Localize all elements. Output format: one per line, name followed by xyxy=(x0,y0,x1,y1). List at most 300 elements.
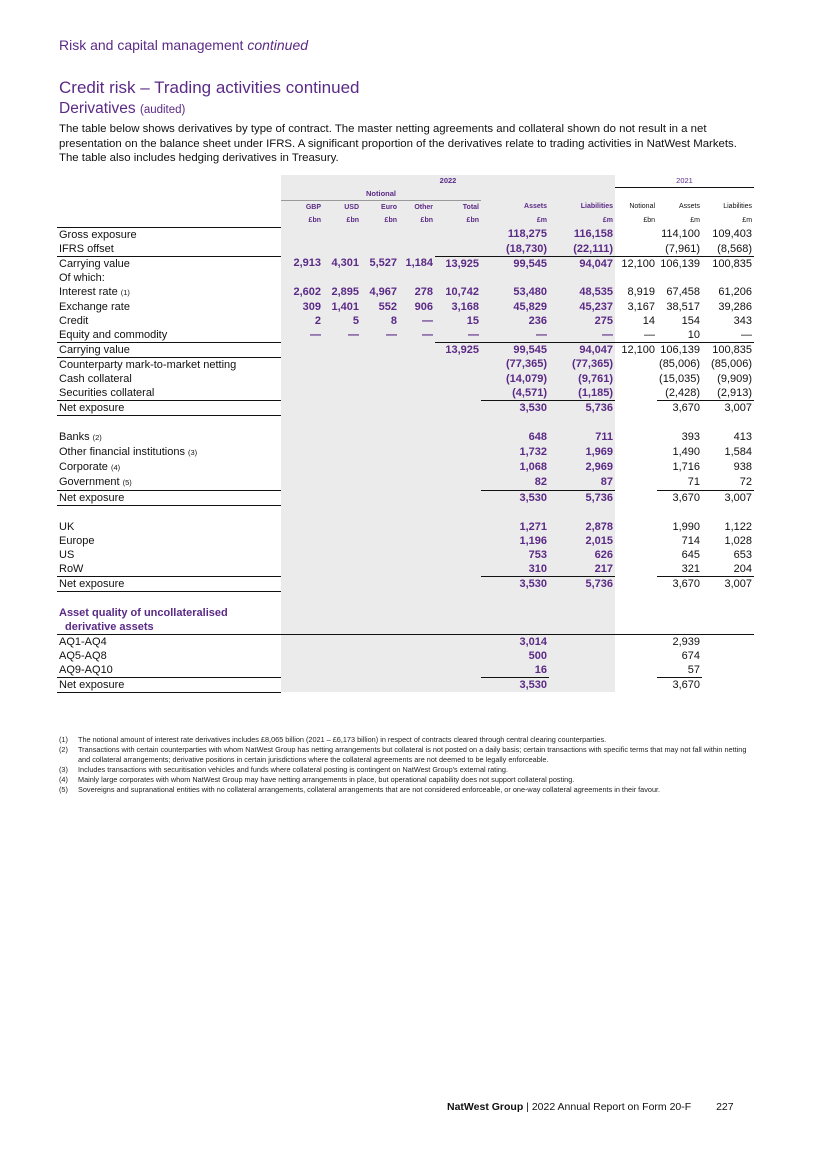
table-cell xyxy=(399,475,435,491)
subheading-text: Derivatives xyxy=(59,100,136,117)
row-label xyxy=(57,328,281,343)
table-cell xyxy=(435,372,481,386)
row-label-text: UK xyxy=(59,520,75,533)
footnote-number: (5) xyxy=(59,785,68,794)
footnote-text: Includes transactions with securitisation vehicles and funds where collateral posting is contingent on NatWest Group's external rating. xyxy=(78,765,508,774)
spacer-cell xyxy=(435,663,481,678)
table-cell xyxy=(399,445,435,460)
spacer-cell xyxy=(281,663,323,678)
aq-heading-line2 xyxy=(57,620,281,635)
table-cell xyxy=(323,576,361,591)
table-cell: 39,286 xyxy=(718,300,753,313)
table-cell: 906 xyxy=(399,300,435,314)
spacer-cell xyxy=(281,591,323,606)
table-cell: 3,670 xyxy=(672,401,701,414)
spacer-cell xyxy=(702,663,754,678)
table-cell xyxy=(399,357,435,372)
table-cell xyxy=(323,520,361,534)
footnote-text: Sovereigns and supranational entities with no collateral arrangements, collateral arrangements that are not considered enforceable, or one-way collateral agreements in their favour. xyxy=(78,785,661,794)
spacer-cell xyxy=(549,620,615,635)
table-cell: (1,185) xyxy=(549,386,615,401)
intro-paragraph: The table below shows derivatives by type of contract. The master netting agreements and collateral shown do not result in a net presentation on the balance sheet under IFRS. A significant proportion of the derivatives relate to trading activities in NatWest Markets. The table also includes hedging derivatives in Treasury. xyxy=(59,123,737,165)
table-cell: 343 xyxy=(733,314,753,327)
footnote-marker: (3) xyxy=(188,447,198,457)
footnote xyxy=(59,745,759,765)
table-cell xyxy=(361,562,399,577)
row-label xyxy=(57,460,281,475)
row-label-text: Carrying value xyxy=(59,343,130,356)
aq-heading-text: derivative assets xyxy=(65,620,154,633)
unit-header: £m xyxy=(690,216,701,224)
year-2022-header: 2022 xyxy=(281,175,615,188)
table-cell: 5,527 xyxy=(361,256,399,271)
table-cell xyxy=(323,430,361,445)
table-cell xyxy=(281,400,323,415)
table-cell: 45,237 xyxy=(549,300,615,314)
table-cell: 674 xyxy=(681,649,701,662)
section-title xyxy=(59,37,308,53)
column-header: Total xyxy=(435,200,481,214)
row-label-text: Credit xyxy=(59,314,89,327)
table-cell: 3,530 xyxy=(481,677,549,692)
table-cell: 12,100 xyxy=(621,343,656,356)
table-row xyxy=(57,460,754,475)
footnote xyxy=(59,785,759,795)
table-cell: (15,035) xyxy=(659,372,701,385)
table-cell: 3,670 xyxy=(672,577,701,590)
row-label-text: RoW xyxy=(59,562,84,575)
table-row xyxy=(57,188,754,201)
table-cell: 2,913 xyxy=(281,256,323,271)
table-cell: (85,006) xyxy=(659,358,701,371)
spacer-cell xyxy=(481,591,549,606)
table-cell: 711 xyxy=(549,430,615,445)
table-cell: 12,100 xyxy=(621,257,656,270)
spacer-cell xyxy=(399,663,435,678)
footnote-number: (2) xyxy=(59,745,68,754)
table-cell xyxy=(615,357,657,372)
table-row xyxy=(57,576,754,591)
row-label-text: Net exposure xyxy=(59,491,125,504)
table-cell xyxy=(281,430,323,445)
table-row xyxy=(57,200,754,214)
row-label-text: Of which: xyxy=(59,271,105,284)
row-label-text: Government xyxy=(59,475,120,488)
table-cell: 109,403 xyxy=(712,228,753,241)
spacer-cell xyxy=(435,591,481,606)
table-cell: 204 xyxy=(702,562,754,577)
row-label-text: IFRS offset xyxy=(59,242,114,255)
table-cell xyxy=(399,520,435,534)
spacer-cell xyxy=(435,505,481,520)
table-cell: (85,006) xyxy=(711,358,753,371)
table-cell xyxy=(399,227,435,242)
header-blank xyxy=(481,188,615,201)
spacer-cell xyxy=(361,649,399,663)
table-cell xyxy=(323,271,361,285)
table-cell xyxy=(361,475,399,491)
table-cell: 648 xyxy=(481,430,549,445)
table-cell xyxy=(361,342,399,357)
spacer-cell xyxy=(615,415,657,430)
table-cell: (2,913) xyxy=(702,386,754,401)
row-label-text: US xyxy=(59,548,75,561)
table-row xyxy=(57,400,754,415)
table-cell: 4,967 xyxy=(361,285,399,300)
table-cell xyxy=(657,271,702,285)
spacer-cell xyxy=(702,591,754,606)
table-cell: 72 xyxy=(702,475,754,491)
spacer-cell xyxy=(481,620,549,635)
table-cell xyxy=(399,548,435,562)
unit-header: £bn xyxy=(361,214,399,228)
table-cell: — xyxy=(549,328,615,343)
column-header: Assets xyxy=(679,203,701,211)
spacer-cell xyxy=(702,505,754,520)
table-row xyxy=(57,256,754,271)
footnote-number: (4) xyxy=(59,775,68,784)
table-cell: 106,139 xyxy=(660,257,701,270)
table-cell: (8,568) xyxy=(702,242,754,257)
spacer-cell xyxy=(615,634,657,649)
table-cell xyxy=(281,357,323,372)
table-cell: 3,007 xyxy=(724,577,753,590)
table-cell xyxy=(323,562,361,577)
table-cell: 938 xyxy=(733,461,753,473)
footnote xyxy=(59,775,759,785)
spacer-cell xyxy=(657,620,702,635)
table-row xyxy=(57,314,754,328)
table-cell xyxy=(323,548,361,562)
row-label-text: Europe xyxy=(59,534,95,547)
spacer-cell xyxy=(657,606,702,620)
table-cell: 67,458 xyxy=(666,286,701,298)
table-cell xyxy=(281,386,323,401)
table-cell xyxy=(435,534,481,548)
table-cell xyxy=(702,271,754,285)
table-cell: 1,969 xyxy=(549,445,615,460)
table-cell xyxy=(281,342,323,357)
table-cell xyxy=(399,490,435,505)
table-cell xyxy=(281,520,323,534)
spacer-cell xyxy=(399,649,435,663)
unit-header: £bn xyxy=(643,216,656,224)
aq-heading-line1: Asset quality of uncollateralised xyxy=(59,606,228,619)
table-cell: 1,490 xyxy=(672,446,701,458)
table-row xyxy=(57,227,754,242)
table-cell xyxy=(281,548,323,562)
table-cell: 2,015 xyxy=(549,534,615,548)
section-suffix: continued xyxy=(247,37,309,53)
table-cell: 1,122 xyxy=(724,520,753,533)
header-blank xyxy=(57,214,281,228)
row-label xyxy=(57,256,281,271)
table-cell xyxy=(435,445,481,460)
unit-header: £bn xyxy=(399,214,435,228)
table-cell xyxy=(615,386,657,401)
table-cell: 99,545 xyxy=(481,342,549,357)
table-cell xyxy=(281,445,323,460)
spacer-cell xyxy=(399,677,435,692)
row-label xyxy=(57,314,281,328)
table-cell xyxy=(323,490,361,505)
spacer-cell xyxy=(281,634,323,649)
table-row xyxy=(57,300,754,314)
table-cell: 1,990 xyxy=(672,520,701,533)
spacer-cell xyxy=(549,606,615,620)
spacer-cell xyxy=(549,677,615,692)
row-label xyxy=(57,271,281,285)
spacer-cell xyxy=(57,505,281,520)
table-cell: — xyxy=(361,328,399,343)
table-cell: 278 xyxy=(399,285,435,300)
table-cell: 3,014 xyxy=(481,634,549,649)
spacer-cell xyxy=(361,415,399,430)
row-label xyxy=(57,562,281,577)
table-cell: (18,730) xyxy=(481,242,549,257)
table-cell xyxy=(323,357,361,372)
table-row xyxy=(57,620,754,635)
table-cell: 13,925 xyxy=(435,342,481,357)
row-label: AQ1-AQ4 xyxy=(59,635,107,648)
table-row xyxy=(57,520,754,534)
table-cell: 118,275 xyxy=(481,227,549,242)
table-cell: (77,365) xyxy=(481,357,549,372)
spacer-cell xyxy=(702,415,754,430)
header-blank xyxy=(615,188,754,201)
table-cell xyxy=(399,242,435,257)
table-cell: 275 xyxy=(549,314,615,328)
page-subheading xyxy=(59,100,185,118)
table-cell: 82 xyxy=(481,475,549,491)
table-cell: 87 xyxy=(549,475,615,491)
table-cell: 1,584 xyxy=(724,446,753,458)
row-label xyxy=(57,445,281,460)
spacer-cell xyxy=(281,505,323,520)
row-label-text: Banks xyxy=(59,430,90,443)
table-cell xyxy=(615,520,657,534)
table-cell: 1,716 xyxy=(672,461,701,473)
table-cell: (4,571) xyxy=(481,386,549,401)
table-cell xyxy=(361,534,399,548)
table-cell: 309 xyxy=(281,300,323,314)
table-cell: 5,736 xyxy=(549,490,615,505)
table-cell: — xyxy=(399,314,435,328)
table-cell xyxy=(281,372,323,386)
table-row xyxy=(57,634,754,649)
year-2021-header: 2021 xyxy=(615,175,754,188)
spacer-cell xyxy=(399,415,435,430)
table-cell xyxy=(549,271,615,285)
spacer-cell xyxy=(549,505,615,520)
table-cell: — xyxy=(399,328,435,343)
table-cell: 100,835 xyxy=(712,343,753,356)
table-cell: 106,139 xyxy=(660,343,701,356)
spacer-cell xyxy=(323,620,361,635)
row-label xyxy=(57,490,281,505)
footnote-marker: (4) xyxy=(110,462,121,472)
table-cell: 2,939 xyxy=(672,635,701,648)
footnote xyxy=(59,735,759,745)
footer-report: 2022 Annual Report on Form 20-F xyxy=(531,1101,692,1113)
table-row xyxy=(57,562,754,577)
spacer-cell xyxy=(323,415,361,430)
table-cell xyxy=(435,520,481,534)
table-cell: (7,961) xyxy=(657,242,702,257)
spacer-cell xyxy=(481,415,549,430)
spacer-cell xyxy=(702,677,754,692)
table-cell: (9,761) xyxy=(549,372,615,386)
table-row xyxy=(57,357,754,372)
table-cell: 626 xyxy=(549,548,615,562)
table-cell xyxy=(615,430,657,445)
table-cell: 99,545 xyxy=(481,256,549,271)
table-row xyxy=(57,490,754,505)
spacer-cell xyxy=(281,620,323,635)
table-cell: 3,530 xyxy=(481,576,549,591)
table-cell xyxy=(615,548,657,562)
table-cell xyxy=(435,271,481,285)
spacer-cell xyxy=(657,505,702,520)
spacer-cell xyxy=(615,505,657,520)
table-cell: 310 xyxy=(481,562,549,577)
spacer-cell xyxy=(549,663,615,678)
column-header: Other xyxy=(399,200,435,214)
table-cell: 5,736 xyxy=(549,576,615,591)
table-cell xyxy=(399,576,435,591)
table-cell xyxy=(481,271,549,285)
table-cell: 10 xyxy=(657,328,702,343)
table-row xyxy=(57,430,754,445)
table-cell: 3,168 xyxy=(435,300,481,314)
table-row xyxy=(57,475,754,491)
row-label-text: Net exposure xyxy=(59,401,125,414)
table-cell: 2,969 xyxy=(549,460,615,475)
table-cell: 1,068 xyxy=(481,460,549,475)
notional-header: Notional xyxy=(281,188,481,201)
table-cell: 94,047 xyxy=(549,256,615,271)
table-cell xyxy=(435,400,481,415)
table-cell xyxy=(435,475,481,491)
table-cell xyxy=(615,490,657,505)
spacer-cell xyxy=(615,620,657,635)
table-cell: 3,007 xyxy=(724,491,753,504)
unit-header: £m xyxy=(549,214,615,228)
unit-header: £bn xyxy=(435,214,481,228)
spacer-cell xyxy=(435,677,481,692)
spacer-cell xyxy=(435,415,481,430)
spacer-cell xyxy=(399,591,435,606)
spacer-cell xyxy=(615,591,657,606)
spacer-cell xyxy=(657,415,702,430)
spacer-cell xyxy=(399,505,435,520)
spacer-cell xyxy=(435,634,481,649)
spacer-cell xyxy=(281,649,323,663)
table-cell xyxy=(435,562,481,577)
table-cell xyxy=(615,372,657,386)
spacer-cell xyxy=(615,606,657,620)
spacer-cell xyxy=(323,505,361,520)
table-cell: (22,111) xyxy=(549,242,615,257)
table-cell: 1,401 xyxy=(323,300,361,314)
table-cell: 3,530 xyxy=(481,490,549,505)
table-cell: 16 xyxy=(481,663,549,678)
spacer-cell xyxy=(435,606,481,620)
table-row xyxy=(57,591,754,606)
footnote-marker: (2) xyxy=(92,432,102,442)
table-cell: 154 xyxy=(681,314,701,327)
table-cell: 1,196 xyxy=(481,534,549,548)
column-header: Liabilities xyxy=(549,200,615,214)
spacer-cell xyxy=(323,663,361,678)
row-label xyxy=(57,520,281,534)
table-cell: 552 xyxy=(361,300,399,314)
table-cell: 116,158 xyxy=(549,227,615,242)
spacer-cell xyxy=(615,649,657,663)
table-cell xyxy=(399,460,435,475)
table-cell xyxy=(281,242,323,257)
table-cell: 4,301 xyxy=(323,256,361,271)
spacer-cell xyxy=(361,591,399,606)
table-row xyxy=(57,214,754,228)
table-cell xyxy=(615,562,657,577)
spacer-cell xyxy=(361,677,399,692)
table-cell xyxy=(615,271,657,285)
table-cell: — xyxy=(702,328,754,343)
table-cell xyxy=(615,400,657,415)
spacer-cell xyxy=(323,634,361,649)
unit-header: £m xyxy=(742,216,753,224)
footnote-text: Transactions with certain counterparties with whom NatWest Group has netting arrangements but collateral is not posted on a daily basis; certain transactions with specific terms that may not fall within netting and collateral arrangements; derivative positions in certain jurisdictions where the collateral agreements are not deemed to be legally enforceable. xyxy=(78,745,747,764)
row-label xyxy=(57,430,281,445)
spacer-cell xyxy=(549,649,615,663)
spacer-cell xyxy=(615,677,657,692)
footnote-text: The notional amount of interest rate derivatives includes £8,065 billion (2021 – £6,173 billion) in respect of contracts cleared through central clearing counterparties. xyxy=(78,735,607,744)
table-cell xyxy=(361,227,399,242)
table-cell xyxy=(323,400,361,415)
table-cell xyxy=(361,460,399,475)
table-row xyxy=(57,386,754,401)
row-label-text: Securities collateral xyxy=(59,386,155,399)
table-row xyxy=(57,677,754,692)
spacer-cell xyxy=(702,620,754,635)
table-cell xyxy=(361,576,399,591)
spacer-cell xyxy=(615,663,657,678)
row-label xyxy=(57,227,281,242)
row-label xyxy=(57,475,281,491)
spacer-cell xyxy=(57,415,281,430)
table-cell: 5,736 xyxy=(549,400,615,415)
table-cell: 13,925 xyxy=(435,256,481,271)
table-cell: 10,742 xyxy=(435,285,481,300)
column-header: Liabilities xyxy=(723,203,753,211)
table-cell xyxy=(399,386,435,401)
table-cell: 2,895 xyxy=(323,285,361,300)
header-blank xyxy=(57,200,281,214)
table-cell: 3,670 xyxy=(672,678,701,691)
table-cell: — xyxy=(615,328,657,343)
table-cell: (14,079) xyxy=(481,372,549,386)
table-cell xyxy=(399,534,435,548)
table-cell: 3,167 xyxy=(627,300,656,313)
table-cell: 48,535 xyxy=(549,285,615,300)
table-row xyxy=(57,328,754,343)
table-cell xyxy=(281,460,323,475)
row-label-text: Cash collateral xyxy=(59,372,132,385)
spacer-cell xyxy=(281,677,323,692)
table-cell: 653 xyxy=(733,548,753,561)
table-cell xyxy=(361,400,399,415)
